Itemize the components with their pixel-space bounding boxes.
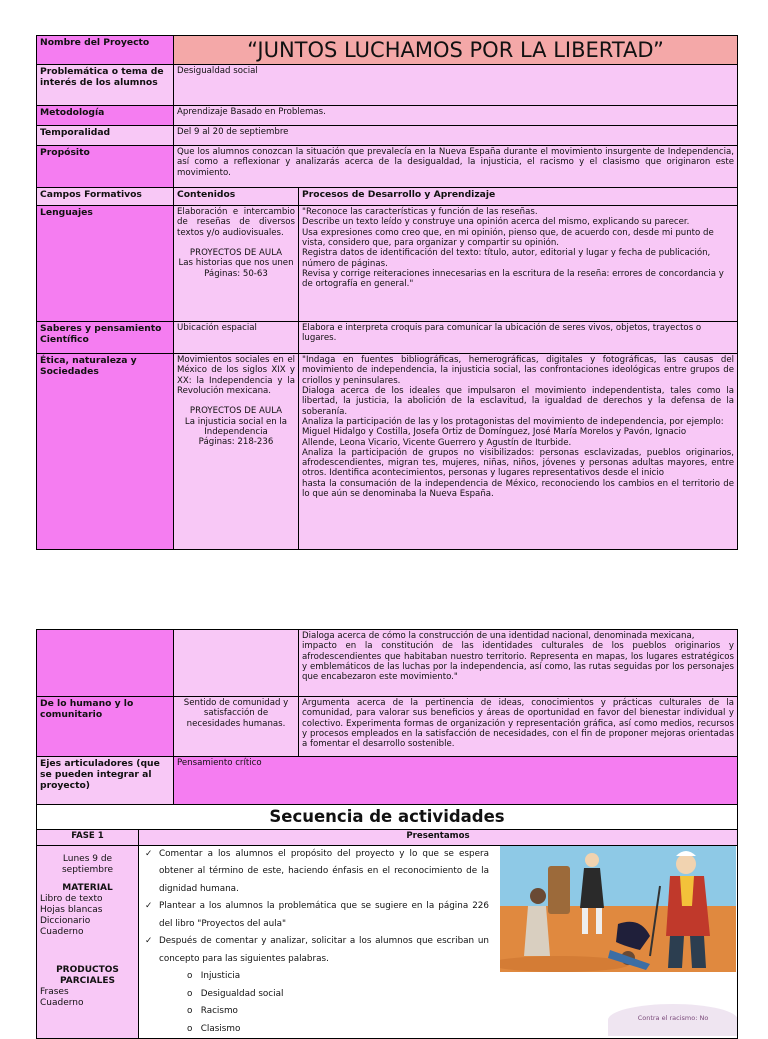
- etica-cont-label: [37, 630, 174, 697]
- material-label: MATERIAL: [62, 883, 113, 894]
- lenguajes-contenido-cell: [174, 206, 299, 322]
- temporalidad-value: Del 9 al 20 de septiembre: [174, 126, 738, 146]
- bullet-icon: o: [187, 971, 201, 982]
- saberes-procesos: Elabora e interpreta croquis para comunicar la ubicación de seres vivos, objetos, trayectos o lugares.: [299, 322, 738, 354]
- independence-illustration: [500, 846, 736, 972]
- word-item: [173, 986, 489, 1004]
- fase-label: FASE 1: [37, 829, 139, 845]
- humano-label: De lo humano y lo comunitario: [37, 697, 174, 757]
- proposito-value: Que los alumnos conozcan la situación que prevalecía en la Nueva España durante el movimiento insurgente de Independencia, así como a reflexionar y analizarás acerca de la desigualdad, la injusticia, el racismo y el clasismo que originaron este movimiento.: [174, 146, 738, 188]
- bullet-icon: o: [187, 1006, 201, 1017]
- etica-procesos: "Indaga en fuentes bibliográficas, hemerográficas, digitales y fotográficas, las causas del movimiento de independencia, la injusticia social, las confrontaciones ideológicas entre grupos de criollos y peninsulares. Dialoga acerca de los ideales que impulsaron el movimiento independentista, tales como la libertad, la justicia, la abolición de la esclavitud, la igualdad de derechos y la defensa de la soberanía. Analiza la participación de las y los protagonistas del movimiento de independencia, por ejemplo: Miguel Hidalgo y Costilla, Josefa Ortiz de Domínguez, José María Morelos y Pavón, Ignacio Allende, Leona Vicario, Vicente Guerrero y Agustín de Iturbide. Analiza la participación de grupos no visibilizados: personas esclavizadas, pueblos originarios, afrodescendientes, migran tes, mujeres, niñas, niños, jóvenes y personas adultas mayores, entre otros. Identifica acontecimientos, personas y lugares representativos desde el inicio hasta la consumación de la independencia de México, reconociendo los cambios en el territorio de lo que aún se denominaba la Nueva España.: [299, 354, 738, 550]
- word-item: [173, 1003, 489, 1021]
- material-list: Libro de texto Hojas blancas Diccionario Cuaderno: [40, 894, 103, 937]
- bundle-shape: [548, 866, 570, 914]
- metodologia-value: Aprendizaje Basado en Problemas.: [174, 106, 738, 126]
- etica-cont-procesos: Dialoga acerca de cómo la construcción de una identidad nacional, denominada mexicana, impacto en la constitución de las identidades culturales de los pueblos originarios y afrodescendientes que habitaban nuestro territorio. Representa en mapas, los lugares estratégicos y emblemáticos de las luchas por la independencia, así como, las rutas seguidas por los personajes que encabezaron este movimiento.": [299, 630, 738, 697]
- word-text: Racismo: [200, 1006, 238, 1017]
- activity-list: [139, 846, 489, 969]
- caption-bubble: Contra el racismo: No: [608, 1004, 738, 1036]
- word-item: [173, 1021, 489, 1039]
- activity-text: Plantear a los alumnos la problemática que se sugiere en la página 226 del libro "Proyectos del aula": [159, 901, 489, 929]
- etica-contenido: Movimientos sociales en el México de los siglos XIX y XX: la Independencia y la Revolución mexicana.: [177, 355, 295, 396]
- humano-contenido: Sentido de comunidad y satisfacción de necesidades humanas.: [174, 697, 299, 757]
- activity-text: Después de comentar y analizar, solicitar a los alumnos que escriban un concepto para las siguientes palabras.: [159, 936, 489, 964]
- campos-header: Campos Formativos: [37, 188, 174, 206]
- word-list: [139, 968, 489, 1038]
- contenidos-header: Contenidos: [174, 188, 299, 206]
- sequence-table: [36, 804, 738, 1039]
- problematica-value: Desigualdad social: [174, 65, 738, 106]
- project-name-label: Nombre del Proyecto: [37, 36, 174, 65]
- saberes-label: Saberes y pensamiento Científico: [37, 322, 174, 354]
- bullet-icon: o: [187, 1023, 201, 1034]
- word-text: Injusticia: [200, 971, 241, 982]
- project-title: “JUNTOS LUCHAMOS POR LA LIBERTAD”: [174, 36, 738, 65]
- session-info-cell: [37, 845, 139, 1039]
- sequence-title: Secuencia de actividades: [37, 805, 738, 830]
- etica-proyecto: PROYECTOS DE AULA La injusticia social en la Independencia Páginas: 218-236: [184, 406, 288, 448]
- activity-item: [145, 846, 489, 899]
- fase-name: Presentamos: [139, 829, 738, 845]
- etica-cont-contenido: [174, 630, 299, 697]
- activity-text: Comentar a los alumnos el propósito del proyecto y lo que se espera obtener al término de este, haciendo énfasis en el reconocimiento de la dignidad humana.: [159, 848, 489, 894]
- lenguajes-label: Lenguajes: [37, 206, 174, 322]
- checkmark-icon: ✓: [145, 936, 153, 947]
- word-item: [173, 968, 489, 986]
- procesos-header: Procesos de Desarrollo y Aprendizaje: [299, 188, 738, 206]
- lenguajes-contenido: Elaboración e intercambio de reseñas de diversos textos y/o audiovisuales.: [177, 207, 295, 238]
- checkmark-icon: ✓: [145, 901, 153, 912]
- activities-block: [139, 846, 489, 1039]
- etica-label: Ética, naturaleza y Sociedades: [37, 354, 174, 550]
- checkmark-icon: ✓: [145, 848, 153, 859]
- word-text: Desigualdad social: [200, 988, 284, 999]
- productos-list: Frases Cuaderno: [40, 986, 84, 1008]
- humano-procesos: Argumenta acerca de la pertinencia de ideas, conocimientos y prácticas culturales de la comunidad, para valorar sus beneficios y áreas de oportunidad en favor del bienestar individual y colectivo. Experimenta formas de organización y representación gráfica, así como medios, recursos y procesos empleados en la satisfacción de necesidades, con el fin de proponer mejoras orientadas a fomentar el desarrollo sostenible.: [299, 697, 738, 757]
- lenguajes-procesos: "Reconoce las características y función de las reseñas. Describe un texto leído y construye una opinión acerca del mismo, explicando su parecer. Usa expresiones como creo que, en mi opinión, pienso que, de acuerdo con, desde mi punto de vista, considero que, para organizar y compartir su opinión. Registra datos de identificación del texto: título, autor, editorial y lugar y fecha de publicación, número de páginas. Revisa y corrige reiteraciones innecesarias en la escritura de la reseña: errores de concordancia y de ortografía en general.": [299, 206, 738, 322]
- activity-item: [145, 898, 489, 933]
- activities-cell: [139, 845, 738, 1039]
- ejes-value: Pensamiento crítico: [174, 757, 738, 806]
- lenguajes-proyecto: PROYECTOS DE AULA Las historias que nos unen Páginas: 50-63: [178, 247, 294, 279]
- problematica-label: Problemática o tema de interés de los alumnos: [37, 65, 174, 106]
- project-table-continued: [36, 629, 738, 806]
- etica-contenido-cell: [174, 354, 299, 550]
- productos-label: PRODUCTOS PARCIALES: [56, 965, 119, 987]
- metodologia-label: Metodología: [37, 106, 174, 126]
- bullet-icon: o: [187, 988, 201, 999]
- session-date: Lunes 9 de septiembre: [61, 853, 114, 875]
- project-table: [36, 35, 738, 550]
- illustration-svg: [500, 846, 736, 972]
- saberes-contenido: Ubicación espacial: [174, 322, 299, 354]
- proposito-label: Propósito: [37, 146, 174, 188]
- temporalidad-label: Temporalidad: [37, 126, 174, 146]
- activity-item: [145, 933, 489, 968]
- ejes-label: Ejes articuladores (que se pueden integrar al proyecto): [37, 757, 174, 806]
- word-text: Clasismo: [200, 1023, 241, 1034]
